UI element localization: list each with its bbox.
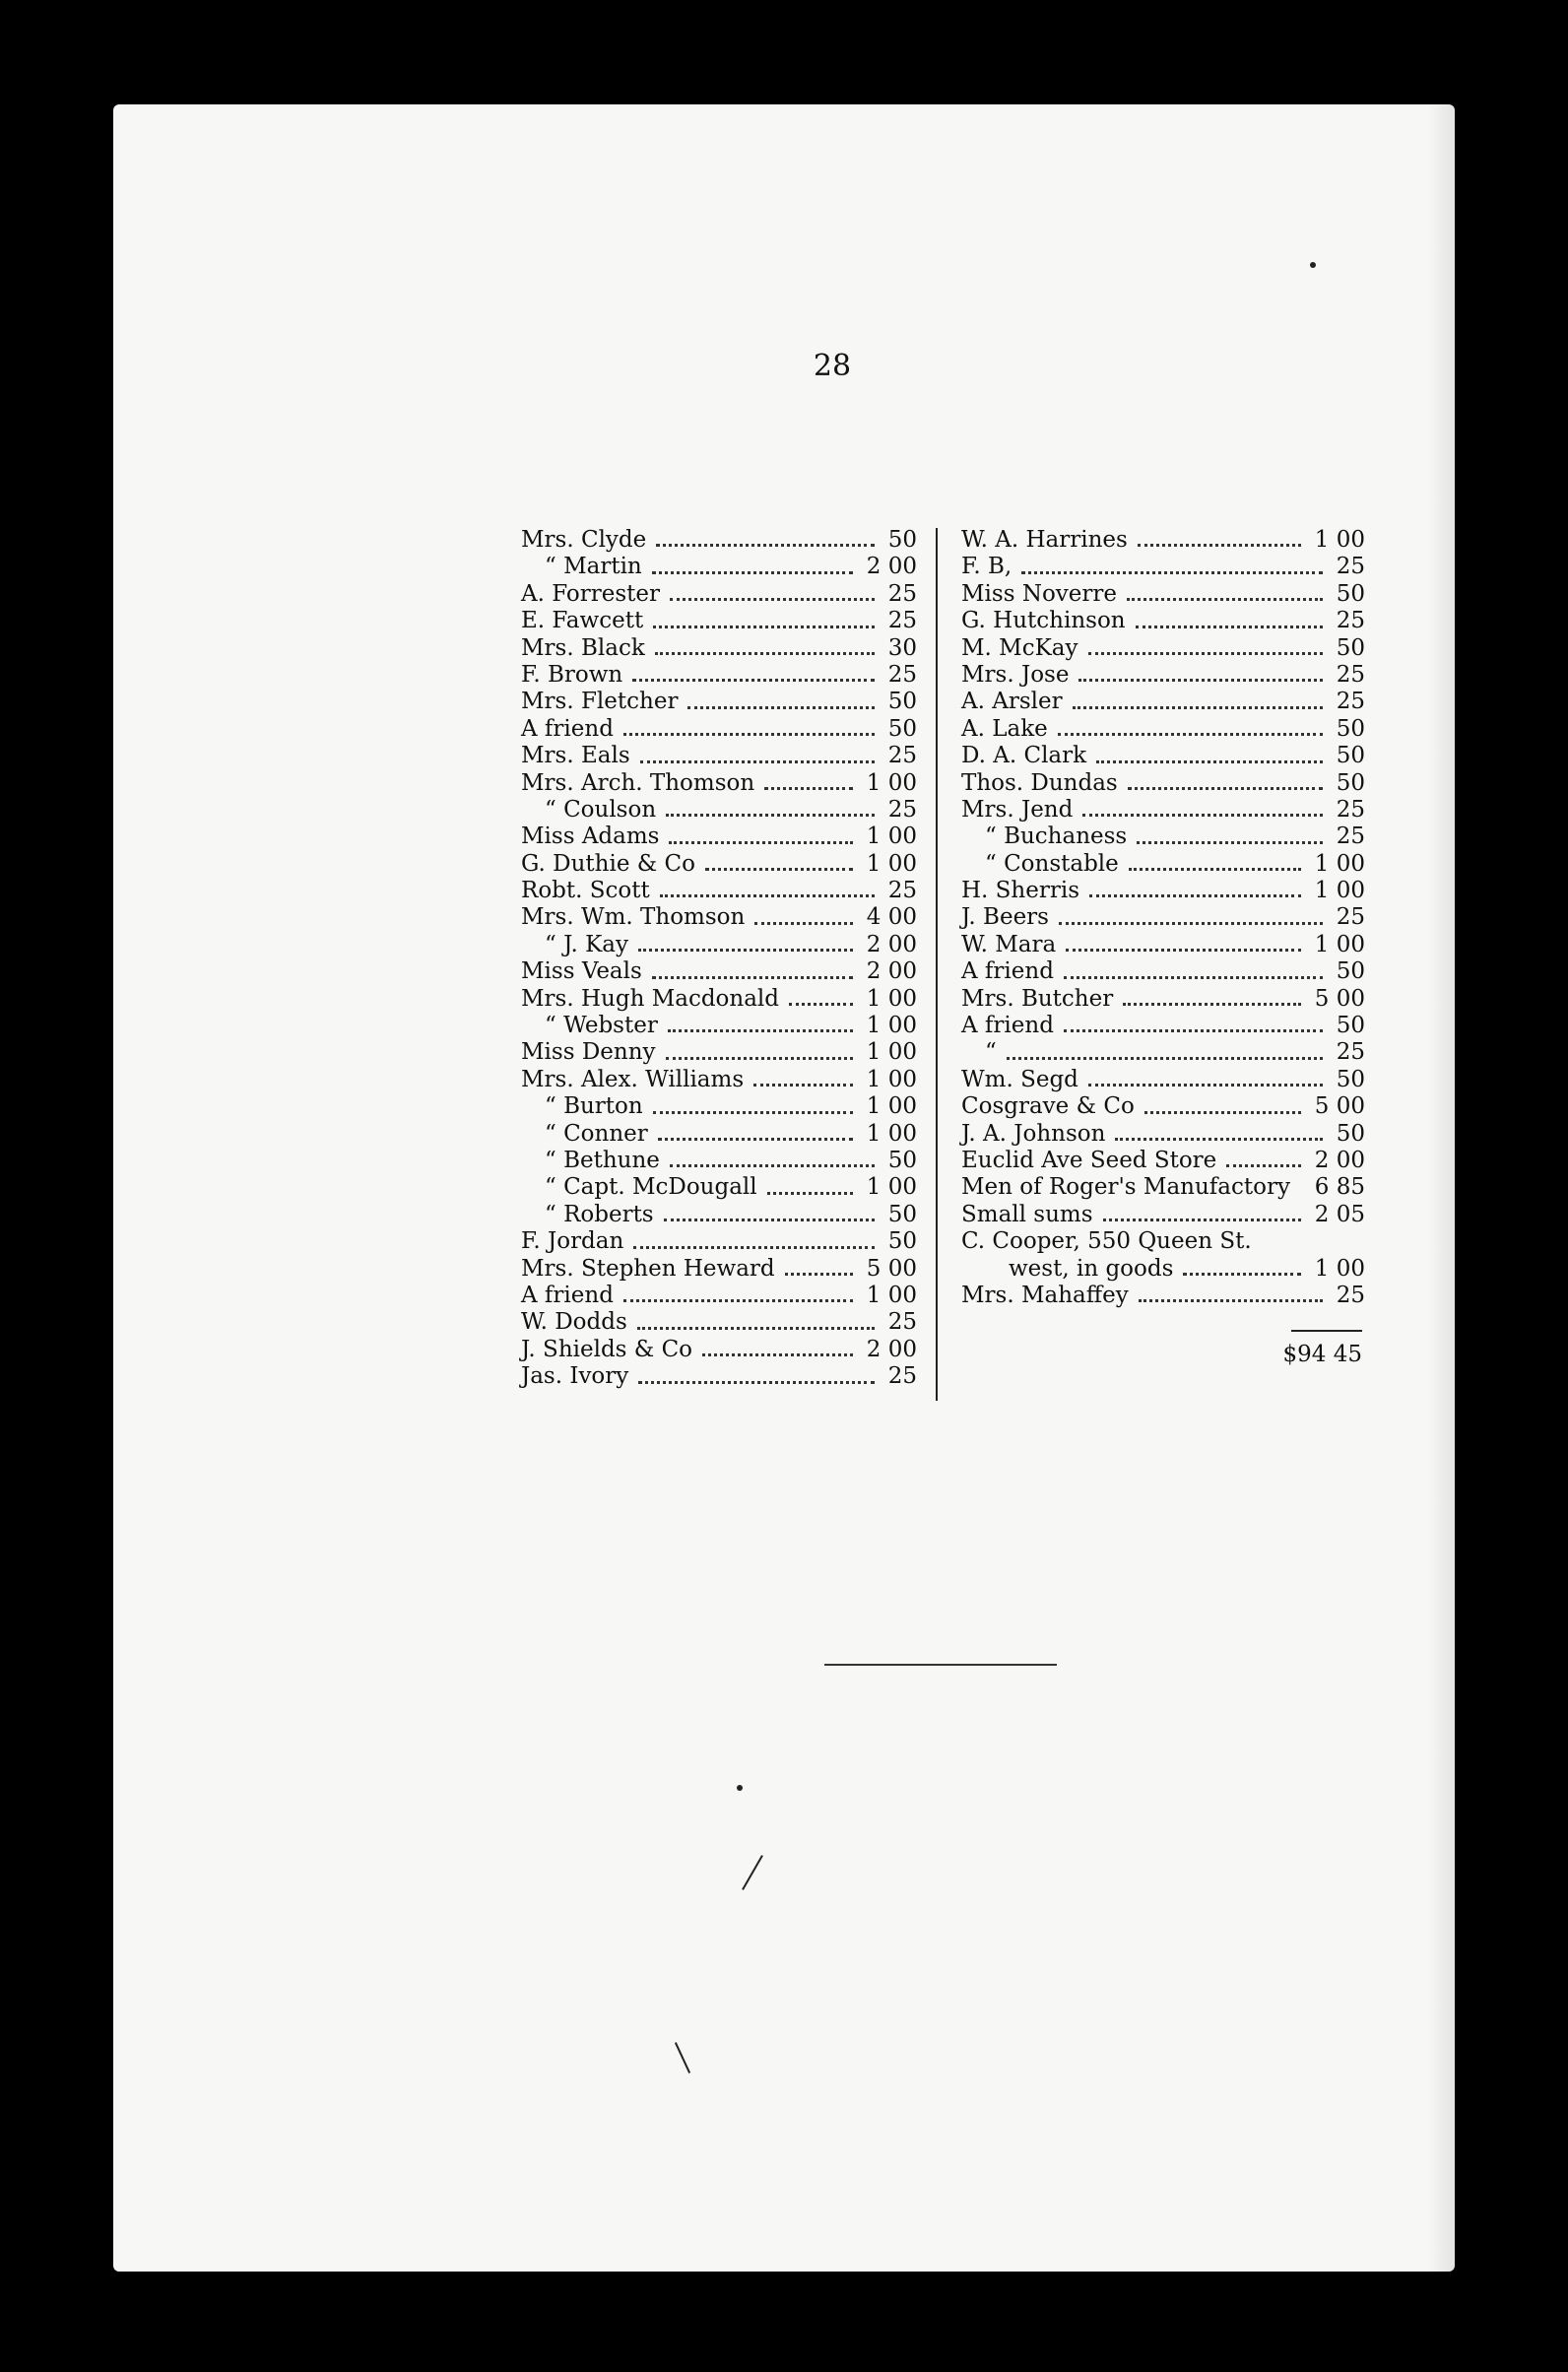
dot-leader — [653, 626, 875, 628]
dot-leader — [764, 787, 853, 790]
donor-name: “ J. Kay — [545, 931, 629, 957]
ledger-entry — [521, 1174, 917, 1201]
dot-leader — [1058, 733, 1323, 736]
ledger-entry — [961, 1148, 1365, 1174]
donation-amount: 1 00 — [1314, 527, 1365, 553]
donor-name: W. A. Harrines — [961, 527, 1128, 553]
donation-amount: 50 — [1336, 580, 1365, 607]
ledger-entry — [961, 1228, 1365, 1255]
donation-amount: 50 — [1336, 1013, 1365, 1039]
dot-leader — [1082, 814, 1323, 817]
dot-leader — [656, 544, 875, 547]
ledger-entry — [521, 716, 917, 743]
donor-name: H. Sherris — [961, 878, 1080, 904]
donation-amount: 25 — [887, 743, 917, 769]
donor-name: A friend — [521, 715, 614, 742]
donation-amount: 25 — [887, 878, 917, 904]
dot-leader — [785, 1273, 853, 1276]
page-number: 28 — [813, 349, 852, 383]
donor-name: A. Forrester — [521, 580, 661, 607]
donor-name: G. Hutchinson — [961, 608, 1126, 634]
ledger-entry — [521, 797, 917, 824]
ledger-entry — [521, 904, 917, 931]
dot-leader — [660, 894, 875, 897]
ledger-entry — [521, 1337, 917, 1363]
donation-amount: 1 00 — [866, 1039, 917, 1066]
dot-leader — [1066, 949, 1301, 952]
ink-speck — [737, 1785, 743, 1791]
donation-amount: 1 00 — [866, 1120, 917, 1147]
donation-amount: 25 — [1336, 608, 1365, 634]
donation-amount: 5 00 — [1314, 985, 1365, 1012]
donor-name: Mrs. Butcher — [961, 985, 1114, 1012]
ledger-entry — [521, 743, 917, 769]
dot-leader — [753, 1084, 853, 1087]
dot-leader — [702, 1353, 853, 1356]
donor-name: J. A. Johnson — [961, 1120, 1106, 1147]
donation-amount: 50 — [1336, 958, 1365, 985]
ledger-entry — [521, 1363, 917, 1390]
ledger-entry — [521, 824, 917, 850]
donor-name: E. Fawcett — [521, 608, 644, 634]
ledger-entry — [961, 1202, 1365, 1228]
donor-name: “ Martin — [545, 554, 642, 580]
donation-amount: 50 — [1336, 1066, 1365, 1092]
dot-leader — [666, 814, 875, 817]
ledger-entry — [521, 770, 917, 797]
dot-leader — [1226, 1164, 1301, 1167]
donor-name: “ Roberts — [545, 1201, 654, 1227]
donor-name: “ Bethune — [545, 1147, 660, 1173]
dot-leader — [687, 706, 875, 709]
ledger-entry — [521, 554, 917, 580]
donation-amount: 25 — [887, 580, 917, 607]
dot-leader — [1103, 1219, 1301, 1221]
ledger-entry — [961, 904, 1365, 931]
ledger-entry — [521, 1309, 917, 1336]
donation-amount: 1 00 — [866, 850, 917, 877]
donation-amount: 1 00 — [866, 1093, 917, 1120]
donor-name: Men of Roger's Manufactory — [961, 1174, 1290, 1201]
donation-amount: 50 — [887, 689, 917, 715]
dot-leader — [1073, 706, 1323, 709]
donation-amount: 2 00 — [1314, 1147, 1365, 1173]
donation-amount: 2 00 — [866, 931, 917, 957]
donation-amount: 25 — [887, 608, 917, 634]
dot-leader — [1064, 976, 1323, 979]
ink-stroke — [675, 2042, 690, 2074]
dot-leader — [1139, 1299, 1323, 1302]
donation-amount: 1 00 — [1314, 850, 1365, 877]
dot-leader — [666, 1057, 853, 1060]
donor-name: Mrs. Mahaffey — [961, 1282, 1129, 1308]
ledger-entry — [961, 1093, 1365, 1120]
donation-amount: 2 05 — [1314, 1201, 1365, 1227]
document-page — [113, 104, 1455, 2272]
dot-leader — [637, 1327, 875, 1330]
ledger-entry — [521, 689, 917, 715]
donation-amount: 1 00 — [1314, 878, 1365, 904]
ledger-entry — [521, 932, 917, 958]
ledger-entry — [521, 1039, 917, 1066]
dot-leader — [1096, 760, 1323, 763]
donor-name: Robt. Scott — [521, 878, 650, 904]
dot-leader — [652, 571, 853, 574]
dot-leader — [658, 1138, 853, 1141]
ledger-entry — [521, 878, 917, 904]
donation-amount: 25 — [887, 1309, 917, 1336]
donor-name: Miss Adams — [521, 824, 660, 850]
ledger-entry — [961, 770, 1365, 797]
donation-amount: 1 00 — [866, 1282, 917, 1308]
dot-leader — [623, 1299, 853, 1302]
donation-amount: 25 — [1336, 661, 1365, 688]
dot-leader — [638, 1381, 875, 1384]
donation-amount: 1 00 — [866, 1013, 917, 1039]
dot-leader — [669, 841, 853, 844]
ledger-entry — [961, 1256, 1365, 1283]
donation-amount: 1 00 — [866, 1174, 917, 1201]
donor-name: M. McKay — [961, 634, 1078, 661]
dot-leader — [1064, 1029, 1323, 1032]
donor-name: Mrs. Eals — [521, 743, 630, 769]
ledger-entry — [521, 958, 917, 985]
donation-amount: 25 — [1336, 1282, 1365, 1308]
dot-leader — [1059, 922, 1323, 925]
ledger-entry — [521, 1013, 917, 1039]
dot-leader — [623, 733, 875, 736]
ledger-entry — [961, 689, 1365, 715]
donor-name: Small sums — [961, 1201, 1093, 1227]
donor-name: “ Constable — [985, 850, 1119, 877]
dot-leader — [1088, 1084, 1323, 1087]
donor-name: Mrs. Fletcher — [521, 689, 679, 715]
dot-leader — [1088, 652, 1323, 655]
dot-leader — [670, 1164, 875, 1167]
donor-name: “ Webster — [545, 1013, 658, 1039]
donation-amount: 50 — [887, 1201, 917, 1227]
donor-name: Miss Denny — [521, 1039, 656, 1066]
donor-name: G. Duthie & Co — [521, 850, 695, 877]
dot-leader — [655, 652, 875, 655]
ledger-entry — [521, 608, 917, 634]
donor-name: A friend — [961, 1013, 1054, 1039]
ledger-entry — [961, 1039, 1365, 1066]
donor-name: Mrs. Clyde — [521, 527, 647, 553]
donor-name: Mrs. Jose — [961, 661, 1070, 688]
ledger-entry — [521, 662, 917, 689]
donation-amount: 25 — [887, 796, 917, 823]
ledger-entry — [521, 851, 917, 878]
donor-name: “ Burton — [545, 1093, 643, 1120]
ledger-entry — [521, 527, 917, 554]
dot-leader — [1078, 679, 1323, 682]
donor-name: Miss Noverre — [961, 580, 1118, 607]
total-rule — [1291, 1330, 1362, 1332]
ledger-entry — [961, 635, 1365, 662]
ledger-entry — [961, 1067, 1365, 1093]
donation-amount: 1 00 — [1314, 931, 1365, 957]
donor-name: “ Capt. McDougall — [545, 1174, 757, 1201]
donor-name: Euclid Ave Seed Store — [961, 1147, 1217, 1173]
donation-amount: 25 — [1336, 689, 1365, 715]
donation-amount: 1 00 — [866, 769, 917, 796]
donor-name: Cosgrave & Co — [961, 1093, 1135, 1120]
donation-amount: 4 00 — [866, 904, 917, 931]
ledger-entry — [961, 851, 1365, 878]
dot-leader — [1183, 1273, 1301, 1276]
ledger-entry — [961, 1013, 1365, 1039]
ledger-entry — [521, 1228, 917, 1255]
dot-leader — [754, 922, 853, 925]
donor-name: A friend — [521, 1282, 614, 1308]
donor-name: “ Buchaness — [985, 824, 1128, 850]
donor-name: Mrs. Arch. Thomson — [521, 769, 755, 796]
ledger-entry — [961, 608, 1365, 634]
donation-amount: 50 — [1336, 743, 1365, 769]
ledger-entry — [961, 958, 1365, 985]
dot-leader — [1127, 598, 1323, 601]
donor-name: D. A. Clark — [961, 743, 1087, 769]
donor-name: Mrs. Jend — [961, 796, 1074, 823]
donor-name: west, in goods — [1009, 1255, 1174, 1282]
dot-leader — [1007, 1057, 1323, 1060]
dot-leader — [789, 1003, 853, 1006]
donation-amount: 5 00 — [866, 1255, 917, 1282]
ledger-entry — [961, 878, 1365, 904]
dot-leader — [1089, 894, 1301, 897]
donor-name: Jas. Ivory — [521, 1363, 629, 1390]
donation-amount: 1 00 — [1314, 1255, 1365, 1282]
donation-amount: 2 00 — [866, 1336, 917, 1362]
dot-leader — [1138, 544, 1301, 547]
column-total: $94 45 — [1282, 1342, 1362, 1367]
donor-name: J. Shields & Co — [521, 1336, 693, 1362]
donation-amount: 25 — [1336, 824, 1365, 850]
donor-name: Mrs. Stephen Heward — [521, 1255, 775, 1282]
donor-name: Mrs. Hugh Macdonald — [521, 985, 780, 1012]
donation-amount: 50 — [887, 1228, 917, 1255]
donor-name: W. Dodds — [521, 1309, 627, 1336]
donor-name: Miss Veals — [521, 958, 642, 985]
dot-leader — [1137, 841, 1323, 844]
donation-amount: 30 — [887, 634, 917, 661]
dot-leader — [652, 976, 853, 979]
ledger-entry — [521, 1283, 917, 1309]
end-rule — [824, 1664, 1057, 1666]
donation-amount: 1 00 — [866, 824, 917, 850]
donation-amount: 2 00 — [866, 554, 917, 580]
donor-name: F. Jordan — [521, 1228, 624, 1255]
donation-amount: 50 — [1336, 715, 1365, 742]
donor-name: Mrs. Alex. Williams — [521, 1066, 745, 1092]
dot-leader — [1129, 868, 1301, 871]
ledger-entry — [961, 554, 1365, 580]
ledger-entry — [961, 716, 1365, 743]
donation-amount: 25 — [1336, 796, 1365, 823]
donor-name: Wm. Segd — [961, 1066, 1078, 1092]
donor-name: “ — [985, 1039, 997, 1066]
ledger-entry — [961, 662, 1365, 689]
donation-amount: 25 — [1336, 1039, 1365, 1066]
donation-amount: 5 00 — [1314, 1093, 1365, 1120]
dot-leader — [633, 1246, 875, 1249]
donor-name: “ Conner — [545, 1120, 648, 1147]
donor-name: Mrs. Black — [521, 634, 645, 661]
dot-leader — [664, 1219, 875, 1221]
dot-leader — [632, 679, 875, 682]
donation-amount: 50 — [887, 1147, 917, 1173]
ledger-entry — [961, 797, 1365, 824]
ledger-entry — [961, 581, 1365, 608]
dot-leader — [1128, 787, 1323, 790]
donation-amount: 50 — [887, 527, 917, 553]
donation-amount: 50 — [1336, 634, 1365, 661]
ledger-entry — [521, 1093, 917, 1120]
ledger-entry — [521, 1148, 917, 1174]
ledger-entry — [961, 1174, 1365, 1201]
ledger-entry — [521, 1121, 917, 1148]
ledger-entry — [521, 581, 917, 608]
donor-name: Thos. Dundas — [961, 769, 1118, 796]
ledger-entry — [521, 1256, 917, 1283]
donor-name: F. B, — [961, 554, 1013, 580]
ledger-entry — [961, 824, 1365, 850]
dot-leader — [653, 1111, 853, 1114]
dot-leader — [1021, 571, 1323, 574]
donation-amount: 25 — [887, 661, 917, 688]
donation-amount: 2 00 — [866, 958, 917, 985]
dot-leader — [1115, 1138, 1323, 1141]
donor-name: F. Brown — [521, 661, 623, 688]
donation-amount: 6 85 — [1314, 1174, 1365, 1201]
dot-leader — [638, 949, 853, 952]
column-divider — [936, 528, 938, 1401]
donation-amount: 25 — [1336, 554, 1365, 580]
donor-name: A. Arsler — [961, 689, 1063, 715]
donation-amount: 50 — [887, 715, 917, 742]
donation-amount: 50 — [1336, 769, 1365, 796]
ink-speck — [1310, 262, 1316, 268]
ledger-entry — [961, 1121, 1365, 1148]
ledger-entry — [521, 1067, 917, 1093]
dot-leader — [668, 1029, 853, 1032]
dot-leader — [670, 598, 875, 601]
ledger-entry — [961, 527, 1365, 554]
donor-name: W. Mara — [961, 931, 1057, 957]
donation-amount: 1 00 — [866, 985, 917, 1012]
donor-name: “ Coulson — [545, 796, 657, 823]
dot-leader — [640, 760, 875, 763]
donation-amount: 1 00 — [866, 1066, 917, 1092]
dot-leader — [1123, 1003, 1301, 1006]
donor-name: J. Beers — [961, 904, 1049, 931]
donor-name: Mrs. Wm. Thomson — [521, 904, 746, 931]
ledger-entry — [521, 986, 917, 1013]
dot-leader — [1144, 1111, 1301, 1114]
donation-amount: 50 — [1336, 1120, 1365, 1147]
ledger-entry — [521, 1202, 917, 1228]
ledger-entry — [961, 1283, 1365, 1309]
ledger-entry — [961, 986, 1365, 1013]
donor-name: A. Lake — [961, 715, 1048, 742]
dot-leader — [705, 868, 853, 871]
donor-name: A friend — [961, 958, 1054, 985]
dot-leader — [1136, 626, 1323, 628]
donor-name: C. Cooper, 550 Queen St. — [961, 1228, 1252, 1255]
donation-amount: 25 — [1336, 904, 1365, 931]
ledger-entry — [961, 932, 1365, 958]
ledger-entry — [521, 635, 917, 662]
ledger-entry — [961, 743, 1365, 769]
dot-leader — [767, 1192, 853, 1195]
ink-stroke — [742, 1855, 763, 1890]
donation-amount: 25 — [887, 1363, 917, 1390]
page-edge-shadow — [1427, 104, 1455, 2272]
